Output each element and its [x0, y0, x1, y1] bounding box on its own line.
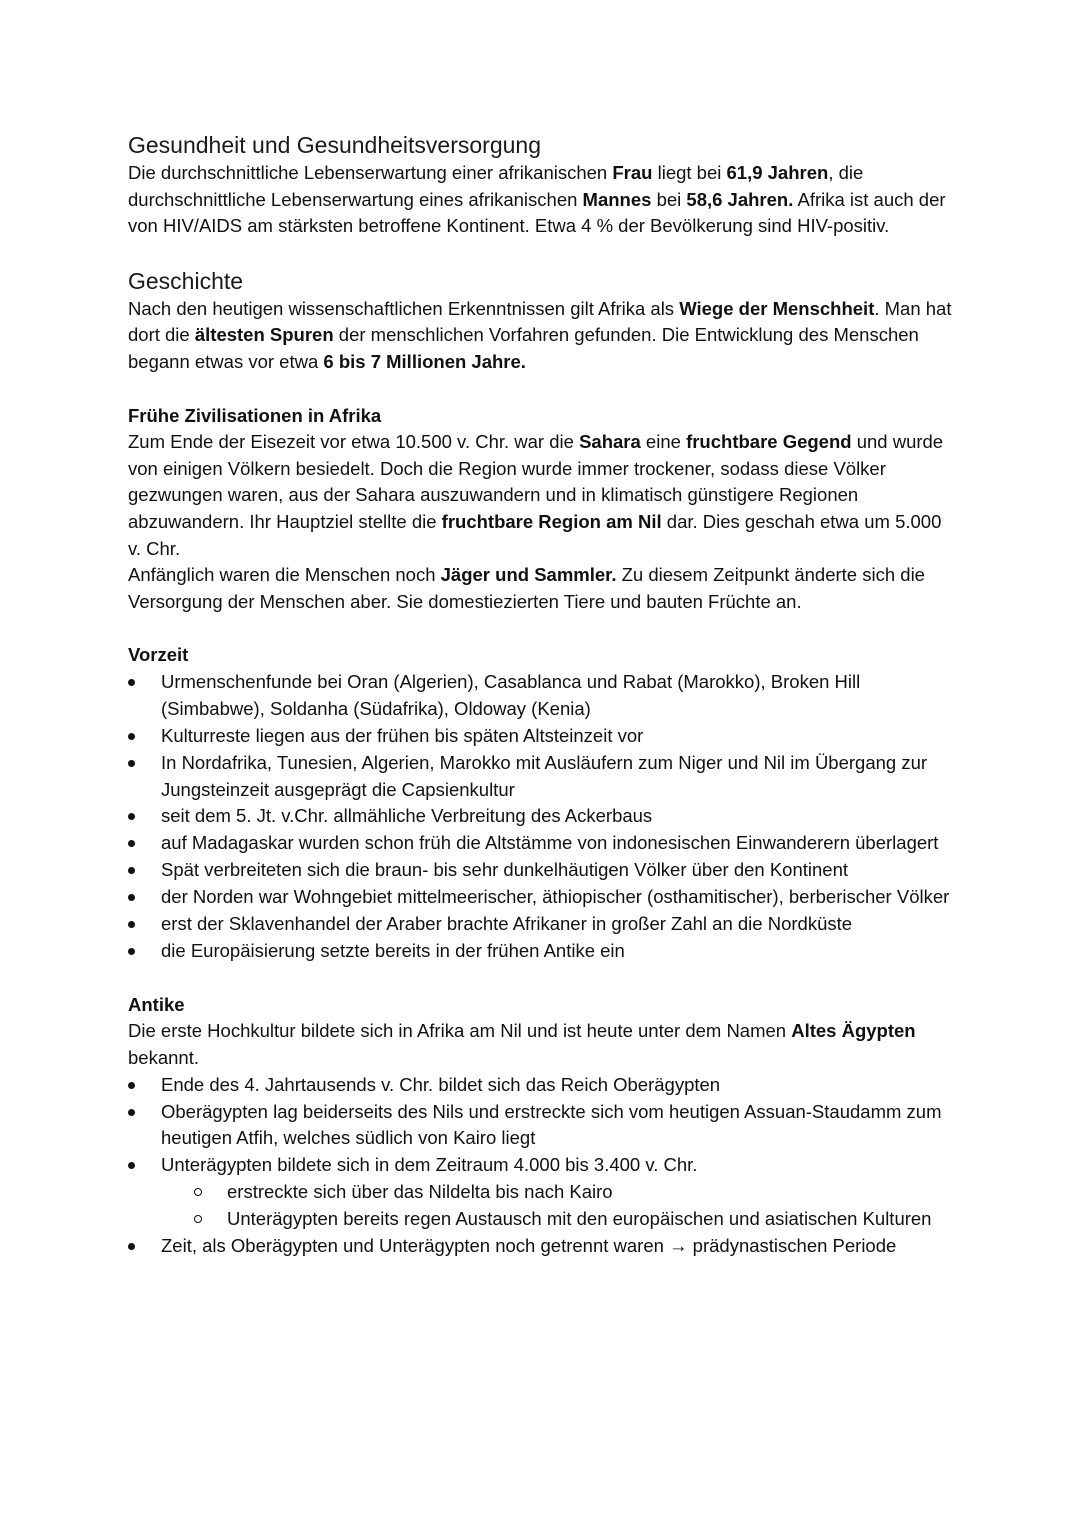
list-item	[128, 857, 958, 884]
list-item	[128, 884, 958, 911]
bullet-icon	[128, 760, 135, 767]
sub-list-item-text: Unterägypten bereits regen Austausch mit den europäischen und asiatischen Kulturen	[227, 1208, 932, 1230]
circle-bullet-icon	[194, 1215, 202, 1223]
text-run: Afrika ist auch der von HIV/AIDS am stärksten betroffene Kontinent. Etwa 4 % der Bevölkerung sind HIV-positiv.	[128, 188, 946, 237]
bold-run: Frau	[612, 162, 653, 183]
list-item	[128, 938, 958, 965]
text-run: Die erste Hochkultur bildete sich in Afrika am Nil und ist heute unter dem Namen	[128, 1020, 792, 1042]
list-item	[128, 723, 958, 750]
text-run: Zu diesem Zeitpunkt änderte sich die Versorgung der Menschen aber. Sie domestiezierten Tiere und bauten Früchte an.	[128, 564, 925, 612]
paragraph-antiquity	[128, 1018, 958, 1071]
text-run: bekannt.	[128, 1047, 199, 1069]
text-run: , die durchschnittliche Lebenserwartung eines afrikanischen	[128, 162, 864, 210]
text-run: bei	[651, 188, 687, 210]
bullet-icon	[128, 894, 135, 901]
sub-list-item-text: erstreckte sich über das Nildelta bis nach Kairo	[227, 1181, 613, 1203]
list-item	[128, 1152, 958, 1233]
antiquity-sublist	[161, 1179, 958, 1233]
list-item-text: Urmenschenfunde bei Oran (Algerien), Casablanca und Rabat (Marokko), Broken Hill (Simbabwe), Soldanha (Südafrika), Oldoway (Kenia)	[161, 670, 861, 719]
bold-run: ältesten Spuren	[194, 324, 334, 346]
bold-run: 6 bis 7 Millionen Jahre.	[323, 350, 526, 372]
list-item	[128, 803, 958, 830]
bullet-icon	[128, 867, 135, 874]
list-item-text: Unterägypten bildete sich in dem Zeitraum 4.000 bis 3.400 v. Chr.	[161, 1154, 698, 1176]
bold-run: Mannes	[582, 188, 652, 210]
bold-run: Altes Ägypten	[791, 1020, 916, 1042]
heading-history: Geschichte	[128, 267, 244, 294]
list-item-text: auf Madagaskar wurden schon früh die Altstämme von indonesischen Einwanderern überlagert	[161, 832, 939, 854]
list-item-text: der Norden war Wohngebiet mittelmeerischer, äthiopischer (osthamitischer), berberischer Völker	[161, 886, 950, 908]
text-run: Die durchschnittliche Lebenserwartung einer afrikanischen	[128, 162, 613, 183]
heading-early-civilizations: Frühe Zivilisationen in Afrika	[128, 404, 382, 426]
bold-run: Wiege der Menschheit	[679, 297, 875, 319]
paragraph-early-1	[128, 429, 958, 562]
sub-list-item	[194, 1206, 958, 1233]
bold-run: Sahara	[579, 431, 641, 453]
bullet-icon	[128, 948, 135, 955]
list-item	[128, 669, 958, 723]
text-run: und wurde von einigen Völkern besiedelt. Doch die Region wurde immer trockener, sodass diese Völker gezwungen waren, aus der Sahara auszuwandern und in klimatisch günstigere Regionen abzuwandern. Ihr Hauptziel stellte die	[128, 431, 944, 532]
list-item	[128, 1099, 958, 1153]
paragraph-health	[128, 160, 958, 240]
text-run: Nach den heutigen wissenschaftlichen Erkenntnissen gilt Afrika als	[128, 297, 680, 319]
list-item	[128, 750, 958, 804]
paragraph-early-2	[128, 562, 958, 615]
circle-bullet-icon	[194, 1188, 202, 1196]
bullet-icon	[128, 1162, 135, 1169]
list-item-text: Kulturreste liegen aus der frühen bis späten Altsteinzeit vor	[161, 724, 644, 746]
sub-list-item	[194, 1179, 958, 1206]
bullet-icon	[128, 921, 135, 928]
bold-run: fruchtbare Gegend	[686, 431, 852, 453]
document-page	[128, 130, 958, 1260]
bold-run: 58,6 Jahren.	[686, 188, 794, 210]
list-item	[128, 911, 958, 938]
text-run: Zum Ende der Eisezeit vor etwa 10.500 v. Chr. war die	[128, 431, 580, 453]
bullet-icon	[128, 1082, 135, 1089]
text-run: liegt bei	[652, 162, 727, 183]
bullet-icon	[128, 1243, 135, 1250]
bold-run: 61,9 Jahren	[726, 162, 829, 183]
list-item	[128, 1072, 958, 1099]
bullet-icon	[128, 840, 135, 847]
bullet-icon	[128, 679, 135, 686]
list-item	[128, 1233, 958, 1260]
list-item	[128, 830, 958, 857]
list-item-text: die Europäisierung setzte bereits in der frühen Antike ein	[161, 939, 625, 961]
bold-run: Jäger und Sammler.	[440, 564, 617, 586]
bullet-icon	[128, 1109, 135, 1116]
list-item-text: seit dem 5. Jt. v.Chr. allmähliche Verbreitung des Ackerbaus	[161, 805, 653, 827]
list-item-text: Spät verbreiteten sich die braun- bis sehr dunkelhäutigen Völker über den Kontinent	[161, 859, 848, 881]
text-run: der menschlichen Vorfahren gefunden. Die Entwicklung des Menschen begann etwas vor etwa	[128, 324, 919, 372]
list-item-text: erst der Sklavenhandel der Araber brachte Afrikaner in großer Zahl an die Nordküste	[161, 913, 853, 935]
bullet-icon	[128, 733, 135, 740]
text-run: Anfänglich waren die Menschen noch	[128, 564, 441, 586]
list-item-text: Ende des 4. Jahrtausends v. Chr. bildet sich das Reich Oberägypten	[161, 1073, 721, 1095]
prehistory-list	[128, 669, 958, 965]
text-run: dar. Dies geschah etwa um 5.000 v. Chr.	[128, 510, 942, 559]
text-run: . Man hat dort die	[128, 297, 952, 346]
paragraph-history	[128, 296, 958, 376]
list-item-text: Zeit, als Oberägypten und Unterägypten noch getrennt waren → prädynastischen Periode	[161, 1235, 897, 1257]
heading-antiquity: Antike	[128, 993, 185, 1015]
heading-prehistory: Vorzeit	[128, 644, 189, 666]
antiquity-list	[128, 1072, 958, 1260]
bullet-icon	[128, 813, 135, 820]
bold-run: fruchtbare Region am Nil	[441, 510, 662, 532]
text-run: eine	[640, 431, 687, 453]
heading-health: Gesundheit und Gesundheitsversorgung	[128, 132, 542, 158]
list-item-text: In Nordafrika, Tunesien, Algerien, Marokko mit Ausläufern zum Niger und Nil im Übergang zur Jungsteinzeit ausgeprägt die Capsienkultur	[161, 751, 928, 800]
list-item-text: Oberägypten lag beiderseits des Nils und erstreckte sich vom heutigen Assuan-Staudamm zum heutigen Atfih, welches südlich von Kairo liegt	[161, 1100, 942, 1149]
